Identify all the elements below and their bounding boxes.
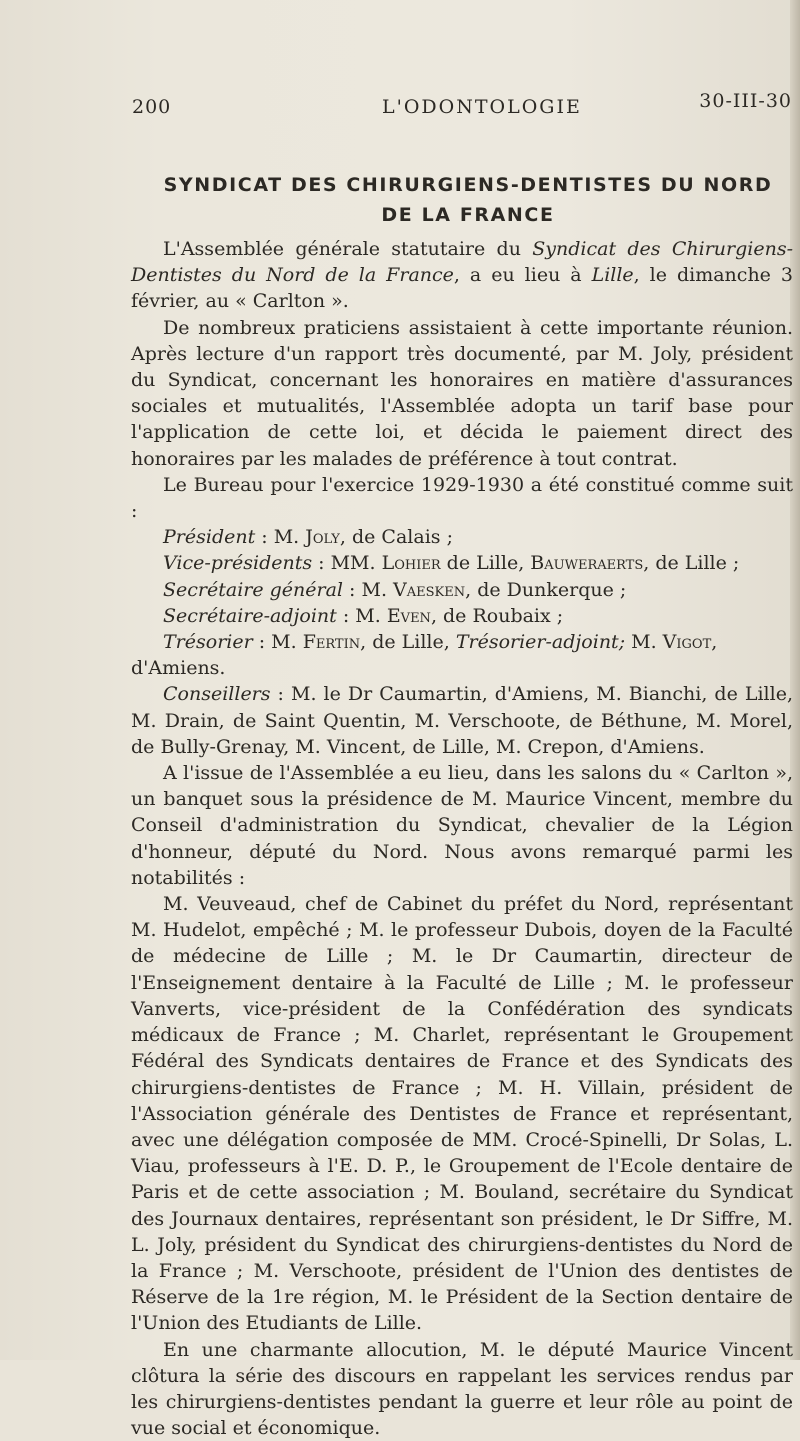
text-run: de Lille,	[440, 552, 531, 575]
role-label: Secrétaire-adjoint	[163, 604, 337, 627]
role-label: Secrétaire général	[163, 578, 344, 601]
text-run: , de Calais ;	[339, 526, 453, 549]
bureau-assistant-secretary	[131, 603, 793, 629]
intro-paragraph-3: Le Bureau pour l'exercice 1929-1930 a été constitué comme suit :	[131, 473, 793, 523]
bureau-secretary-general	[131, 577, 793, 603]
text-run: : MM.	[312, 552, 382, 575]
place-name: Lille	[591, 264, 634, 287]
text-run: M.	[625, 631, 663, 654]
intro-paragraph-1	[131, 236, 793, 315]
text-run: : M.	[255, 526, 306, 549]
role-label: Vice-présidents	[163, 552, 313, 575]
person-name: Vigot	[662, 631, 712, 654]
person-name: Lohier	[381, 552, 441, 575]
person-name: Even	[386, 604, 431, 627]
text-run: , de Lille,	[360, 631, 456, 654]
text-run: , le dimanche 3 février, au « Carlton ».	[131, 264, 793, 313]
text-run: L'Assemblée générale statutaire du	[163, 238, 533, 260]
article-title-line2: DE LA FRANCE	[381, 204, 555, 226]
person-name: Fertin	[302, 631, 361, 654]
role-label: Conseillers	[163, 683, 271, 706]
bureau-president	[131, 524, 793, 550]
page-number: 200	[132, 96, 172, 118]
intro-paragraph-2: De nombreux praticiens assistaient à cette importante réunion. Après lecture d'un rapport très documenté, par M. Joly, président du Syndicat, concernant les honoraires en matière d'assurances sociales et mutualités, l'Assemblée adopta un tarif base pour l'application de cette loi, et décida le paiement direct des honoraires par les malades de préférence à tout contrat.	[131, 316, 793, 470]
role-label: Trésorier	[163, 631, 253, 654]
banquet-paragraph-2: M. Veuveaud, chef de Cabinet du préfet du Nord, représentant M. Hudelot, empêché ; M. le professeur Dubois, doyen de la Faculté de médecine de Lille ; M. le Dr Caumartin, directeur de l'Enseignement dentaire à la Faculté de Lille ; M. le professeur Vanverts, vice-président de la Confédération des syndicats médicaux de France ; M. Charlet, représentant le Groupement Fédéral des Syndicats dentaires de France et des Syndicats des chirurgiens-dentistes de France ; M. H. Villain, président de l'Association générale des Dentistes de France et représentant, avec une délégation composée de MM. Crocé-Spinelli, Dr Solas, L. Viau, professeurs à l'E. D. P., le Groupement de l'Ecole dentaire de Paris et de cette association ; M. Bouland, secrétaire du Syndicat des Journaux dentaires, représentant son président, le Dr Siffre, M. L. Joly, président du Syndicat des chirurgiens-dentistes du Nord de la France ; M. Verschoote, président de l'Union des dentistes de Réserve de la 1re région, M. le Président de la Section dentaire de l'Union des Etudiants de Lille.	[131, 893, 793, 1335]
syndicate-name: Syndicat des Chirurgiens-Dentistes du Nord de la France	[131, 238, 793, 287]
bureau-vice-presidents	[131, 550, 793, 576]
text-run: , de Dunkerque ;	[465, 578, 627, 601]
text-run: : M.	[343, 578, 394, 601]
article-body	[131, 236, 793, 1441]
text-run: , a eu lieu à	[453, 264, 592, 287]
text-run: : M.	[336, 604, 387, 627]
person-name: Vaesken	[393, 578, 466, 601]
text-run: , de Roubaix ;	[430, 604, 564, 627]
text-run: : M. le Dr Caumartin, d'Amiens, M. Bianchi, de Lille, M. Drain, de Saint Quentin, M. Verschoote, de Béthune, M. Morel, de Bully-Grenay, M. Vincent, de Lille, M. Crepon, d'Amiens.	[131, 683, 793, 758]
text-run: : M.	[252, 631, 303, 654]
banquet-paragraph-1: A l'issue de l'Assemblée a eu lieu, dans les salons du « Carlton », un banquet sous la présidence de M. Maurice Vincent, membre du Conseil d'administration du Syndicat, chevalier de la Légion d'honneur, député du Nord. Nous avons remarqué parmi les notabilités :	[131, 762, 793, 889]
text-run: , d'Amiens.	[131, 631, 718, 680]
person-name: Joly	[305, 526, 340, 549]
person-name: Bauweraerts	[530, 552, 644, 575]
bureau-treasurer	[131, 629, 793, 681]
issue-date: 30-III-30	[699, 90, 792, 112]
bureau-councillors	[131, 681, 793, 760]
article-title	[138, 170, 798, 230]
article-title-line1: SYNDICAT DES CHIRURGIENS-DENTISTES DU NORD	[163, 174, 773, 196]
banquet-paragraph-3: En une charmante allocution, M. le député Maurice Vincent clôtura la série des discours en rappelant les services rendus par les chirurgiens-dentistes pendant la guerre et leur rôle au point de vue social et économique.	[131, 1338, 793, 1440]
running-header	[130, 90, 792, 126]
text-run: , de Lille ;	[643, 552, 740, 575]
role-label: Président	[163, 526, 256, 549]
journal-title: L'ODONTOLOGIE	[382, 96, 582, 118]
role-label: Trésorier-adjoint;	[455, 631, 626, 654]
